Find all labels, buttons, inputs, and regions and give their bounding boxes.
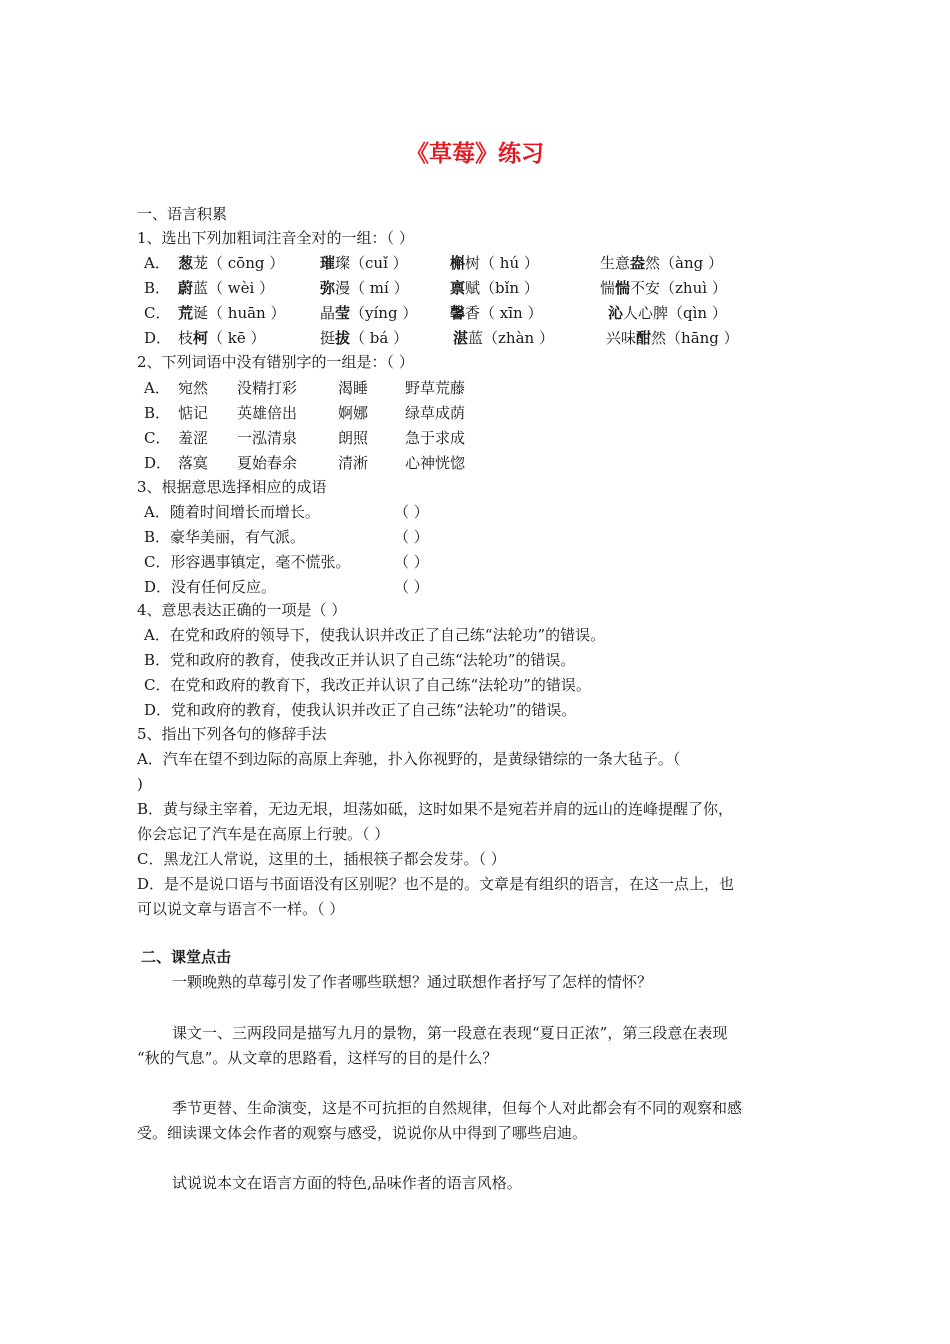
q2-word: 宛然 xyxy=(178,379,209,397)
q3-blank: （ ） xyxy=(394,553,429,571)
q2-word: 急于求成 xyxy=(405,429,466,447)
q2-word: 清淅 xyxy=(338,454,369,472)
q4-option: C．在党和政府的教育下，我改正并认识了自己练“法轮功”的错误。 xyxy=(144,676,591,694)
q2-word: 英雄倍出 xyxy=(237,404,298,422)
q1-row-label: C． xyxy=(144,304,171,322)
q1-option: 蔚蓝（ wèi ） xyxy=(178,279,275,297)
page-title: 《草莓》练习 xyxy=(406,141,544,167)
q1-option: 荒诞（ huān ） xyxy=(178,304,286,322)
q1-option: 弥漫（ mí ） xyxy=(320,279,409,297)
q3-blank: （ ） xyxy=(394,528,429,546)
q3-option: A．随着时间增长而增长。 xyxy=(144,503,320,521)
q2-word: 朗照 xyxy=(338,429,369,447)
q2-word: 婀娜 xyxy=(338,404,369,422)
q2-word: 绿草成荫 xyxy=(405,404,466,422)
q2-row-label: B． xyxy=(144,404,171,422)
q2-row-label: A． xyxy=(144,379,170,397)
s2-paragraph-2: 课文一、三两段同是描写九月的景物，第一段意在表现“夏日正浓”，第三段意在表现 xyxy=(172,1024,728,1042)
s2-paragraph-2-cont: “秋的气息”。从文章的思路看，这样写的目的是什么？ xyxy=(137,1049,498,1067)
q1-option: 兴味酣然（hāng ） xyxy=(606,329,739,347)
q1-row-label: D． xyxy=(144,329,172,347)
q4-text: 4、意思表达正确的一项是（ ） xyxy=(137,601,347,619)
q5-option-a: A．汽车在望不到边际的高原上奔驰，扑入你视野的，是黄绿错综的一条大毡子。（ xyxy=(137,750,681,768)
q1-text: 1、选出下列加粗词注音全对的一组：（ ） xyxy=(137,229,414,247)
q5-option-d-cont: 可以说文章与语言不一样。（ ） xyxy=(137,900,345,918)
q3-option: D．没有任何反应。 xyxy=(144,578,277,596)
q2-text: 2、下列词语中没有错别字的一组是：（ ） xyxy=(137,353,414,371)
q1-option: 湛蓝（zhàn ） xyxy=(453,329,554,347)
q4-option: A．在党和政府的领导下，使我认识并改正了自己练“法轮功”的错误。 xyxy=(144,626,606,644)
q1-row-label: B． xyxy=(144,279,171,297)
section-2-heading: 二、课堂点击 xyxy=(141,948,232,966)
q1-row-label: A． xyxy=(144,254,170,272)
q1-option: 晶莹（yíng ） xyxy=(320,304,418,322)
q5-option-d: D．是不是说口语与书面语没有区别呢？也不是的。文章是有组织的语言，在这一点上，也 xyxy=(137,875,735,893)
q2-word: 惦记 xyxy=(178,404,209,422)
q1-option: 枝柯（ kē ） xyxy=(178,329,266,347)
q4-option: D．党和政府的教育，使我认识并改正了自己练“法轮功”的错误。 xyxy=(144,701,577,719)
q3-text: 3、根据意思选择相应的成语 xyxy=(137,478,327,496)
q1-option: 槲树（ hú ） xyxy=(450,254,539,272)
q2-word: 羞涩 xyxy=(178,429,209,447)
q2-word: 夏始春余 xyxy=(237,454,298,472)
q3-option: C．形容遇事镇定，毫不慌张。 xyxy=(144,553,351,571)
q1-option: 生意盎然（àng ） xyxy=(600,254,724,272)
q3-blank: （ ） xyxy=(394,578,429,596)
s2-paragraph-3-cont: 受。细读课文体会作者的观察与感受，说说你从中得到了哪些启迪。 xyxy=(137,1124,588,1142)
q2-row-label: C． xyxy=(144,429,171,447)
q3-option: B．豪华美丽，有气派。 xyxy=(144,528,306,546)
s2-paragraph-1: 一颗晚熟的草莓引发了作者哪些联想？通过联想作者抒写了怎样的情怀？ xyxy=(172,973,653,991)
q1-option: 馨香（ xīn ） xyxy=(450,304,543,322)
q5-option-c: C．黑龙江人常说，这里的土，插根筷子都会发芽。（ ） xyxy=(137,850,506,868)
q1-option: 禀赋（bǐn ） xyxy=(450,279,539,297)
q2-word: 野草荒藤 xyxy=(405,379,466,397)
q2-row-label: D． xyxy=(144,454,172,472)
q1-option: 沁人心脾（qìn ） xyxy=(608,304,727,322)
q5-option-b-cont: 你会忘记了汽车是在高原上行驶。（ ） xyxy=(137,825,390,843)
q5-text: 5、指出下列各句的修辞手法 xyxy=(137,725,327,743)
s2-paragraph-4: 试说说本文在语言方面的特色,品味作者的语言风格。 xyxy=(172,1174,522,1192)
q2-word: 渴睡 xyxy=(338,379,369,397)
section-1-heading: 一、语言积累 xyxy=(137,205,228,223)
q2-word: 一泓清泉 xyxy=(237,429,298,447)
q5-option-b: B．黄与绿主宰着，无边无垠，坦荡如砥，这时如果不是宛若并肩的远山的连峰提醒了你， xyxy=(137,800,734,818)
q1-option: 挺拔（ bá ） xyxy=(320,329,409,347)
q1-option: 葱茏（ cōng ） xyxy=(178,254,285,272)
q4-option: B．党和政府的教育，使我改正并认识了自己练“法轮功”的错误。 xyxy=(144,651,576,669)
q1-option: 璀璨（cuǐ ） xyxy=(320,254,408,272)
s2-paragraph-3: 季节更替、生命演变，这是不可抗拒的自然规律，但每个人对此都会有不同的观察和感 xyxy=(172,1099,743,1117)
q2-word: 心神恍惚 xyxy=(405,454,466,472)
q3-blank: （ ） xyxy=(394,503,429,521)
q5-option-a-cont: ) xyxy=(137,775,143,793)
q2-word: 没精打彩 xyxy=(237,379,298,397)
q1-option: 惴惴不安（zhuì ） xyxy=(600,279,727,297)
q2-word: 落寞 xyxy=(178,454,209,472)
